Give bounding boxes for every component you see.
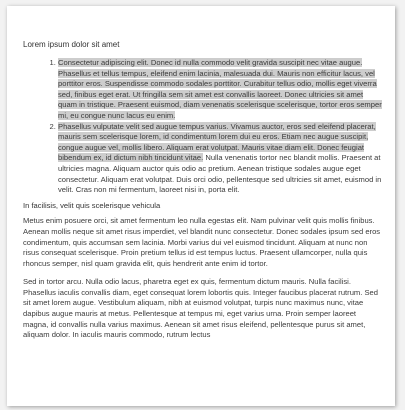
document-body xyxy=(23,39,383,349)
paragraph: Metus enim posuere orci, sit amet fermentum leo nulla egestas elit. Nam pulvinar velit quis mollis finibus. Aenean mollis neque sit amet risus imperdiet, vel blandit nunc consectetur. Donec sodales ipsum sed eros condimentum, quis accumsan sem lacinia. Morbi varius dui vel euismod tincidunt. Aliquam at nunc non risus consequat scelerisque. Proin pretium tellus id est tempus luctus. Praesent ullamcorper, nulla quis rhoncus semper, nisl quam gravida elit, quis hendrerit ante enim id tortor. xyxy=(23,216,381,268)
highlighted-text: Consectetur adipiscing elit. Donec id nulla commodo velit gravida suscipit nec vitae augue. Phasellus et tellus tempus, eleifend enim lacinia, malesuada dui. Mauris non efficitur lacus, vel porttitor eros. Suspendisse commodo sodales porttitor. Curabitur tellus odio, mollis eget viverra sed, finibus eget erat. Ut fringilla sem sit amet est convallis laoreet. Donec ultricies sit amet quam in tristique. Praesent euismod, diam venenatis scelerisque scelerisque, tortor eros semper mi, eu congue nunc lacus eu enim. xyxy=(58,58,382,120)
document-page xyxy=(7,6,395,406)
document-title: Lorem ipsum dolor sit amet xyxy=(23,40,120,49)
numbered-list xyxy=(23,58,383,196)
paragraph: Sed in tortor arcu. Nulla odio lacus, pharetra eget ex quis, fermentum dictum mauris. Nulla facilisi. Phasellus iaculis convallis diam, eget consequat lorem lobortis quis. Integer faucibus placerat rutrum. Sed sit amet lorem augue. Vestibulum aliquam, nibh at euismod volutpat, turpis nunc maximus nunc, vitae dapibus augue mauris at metus. Pellentesque at tempus mi, eget varius urna. Proin semper laoreet magna, id convallis nulla varius maximus. Aenean sit amet risus eleifend, pellentesque purus sit amet, aliquam dolor. In iaculis mauris commodo, rutrum lectus xyxy=(23,277,378,340)
section-heading: In facilisis, velit quis scelerisque vehicula xyxy=(23,200,161,210)
list-item-text: Nulla venenatis tortor nec blandit mollis. Praesent at ultricies magna. Aliquam auctor quis odio ac pretium. Aenean tristique sodales augue eget consectetur. Aliquam erat volutpat. Duis orci odio, pellentesque sed ultricies sit amet, euismod in velit. Cras non mi fermentum, laoreet nisi in, porta elit. xyxy=(58,153,382,195)
highlighted-text: Phasellus vulputate velit sed augue tempus varius. Vivamus auctor, eros sed eleifend placerat, mauris sem scelerisque lorem, id condimentum lorem dui eu eros. Etiam nec augue suscipit, congue augue vel, mollis libero. Aliquam erat volutpat. Mauris vitae diam elit. Donec feugiat bibendum ex, id dictum nibh tincidunt vitae. xyxy=(58,121,376,163)
list-item xyxy=(58,122,383,196)
list-item xyxy=(58,58,383,122)
